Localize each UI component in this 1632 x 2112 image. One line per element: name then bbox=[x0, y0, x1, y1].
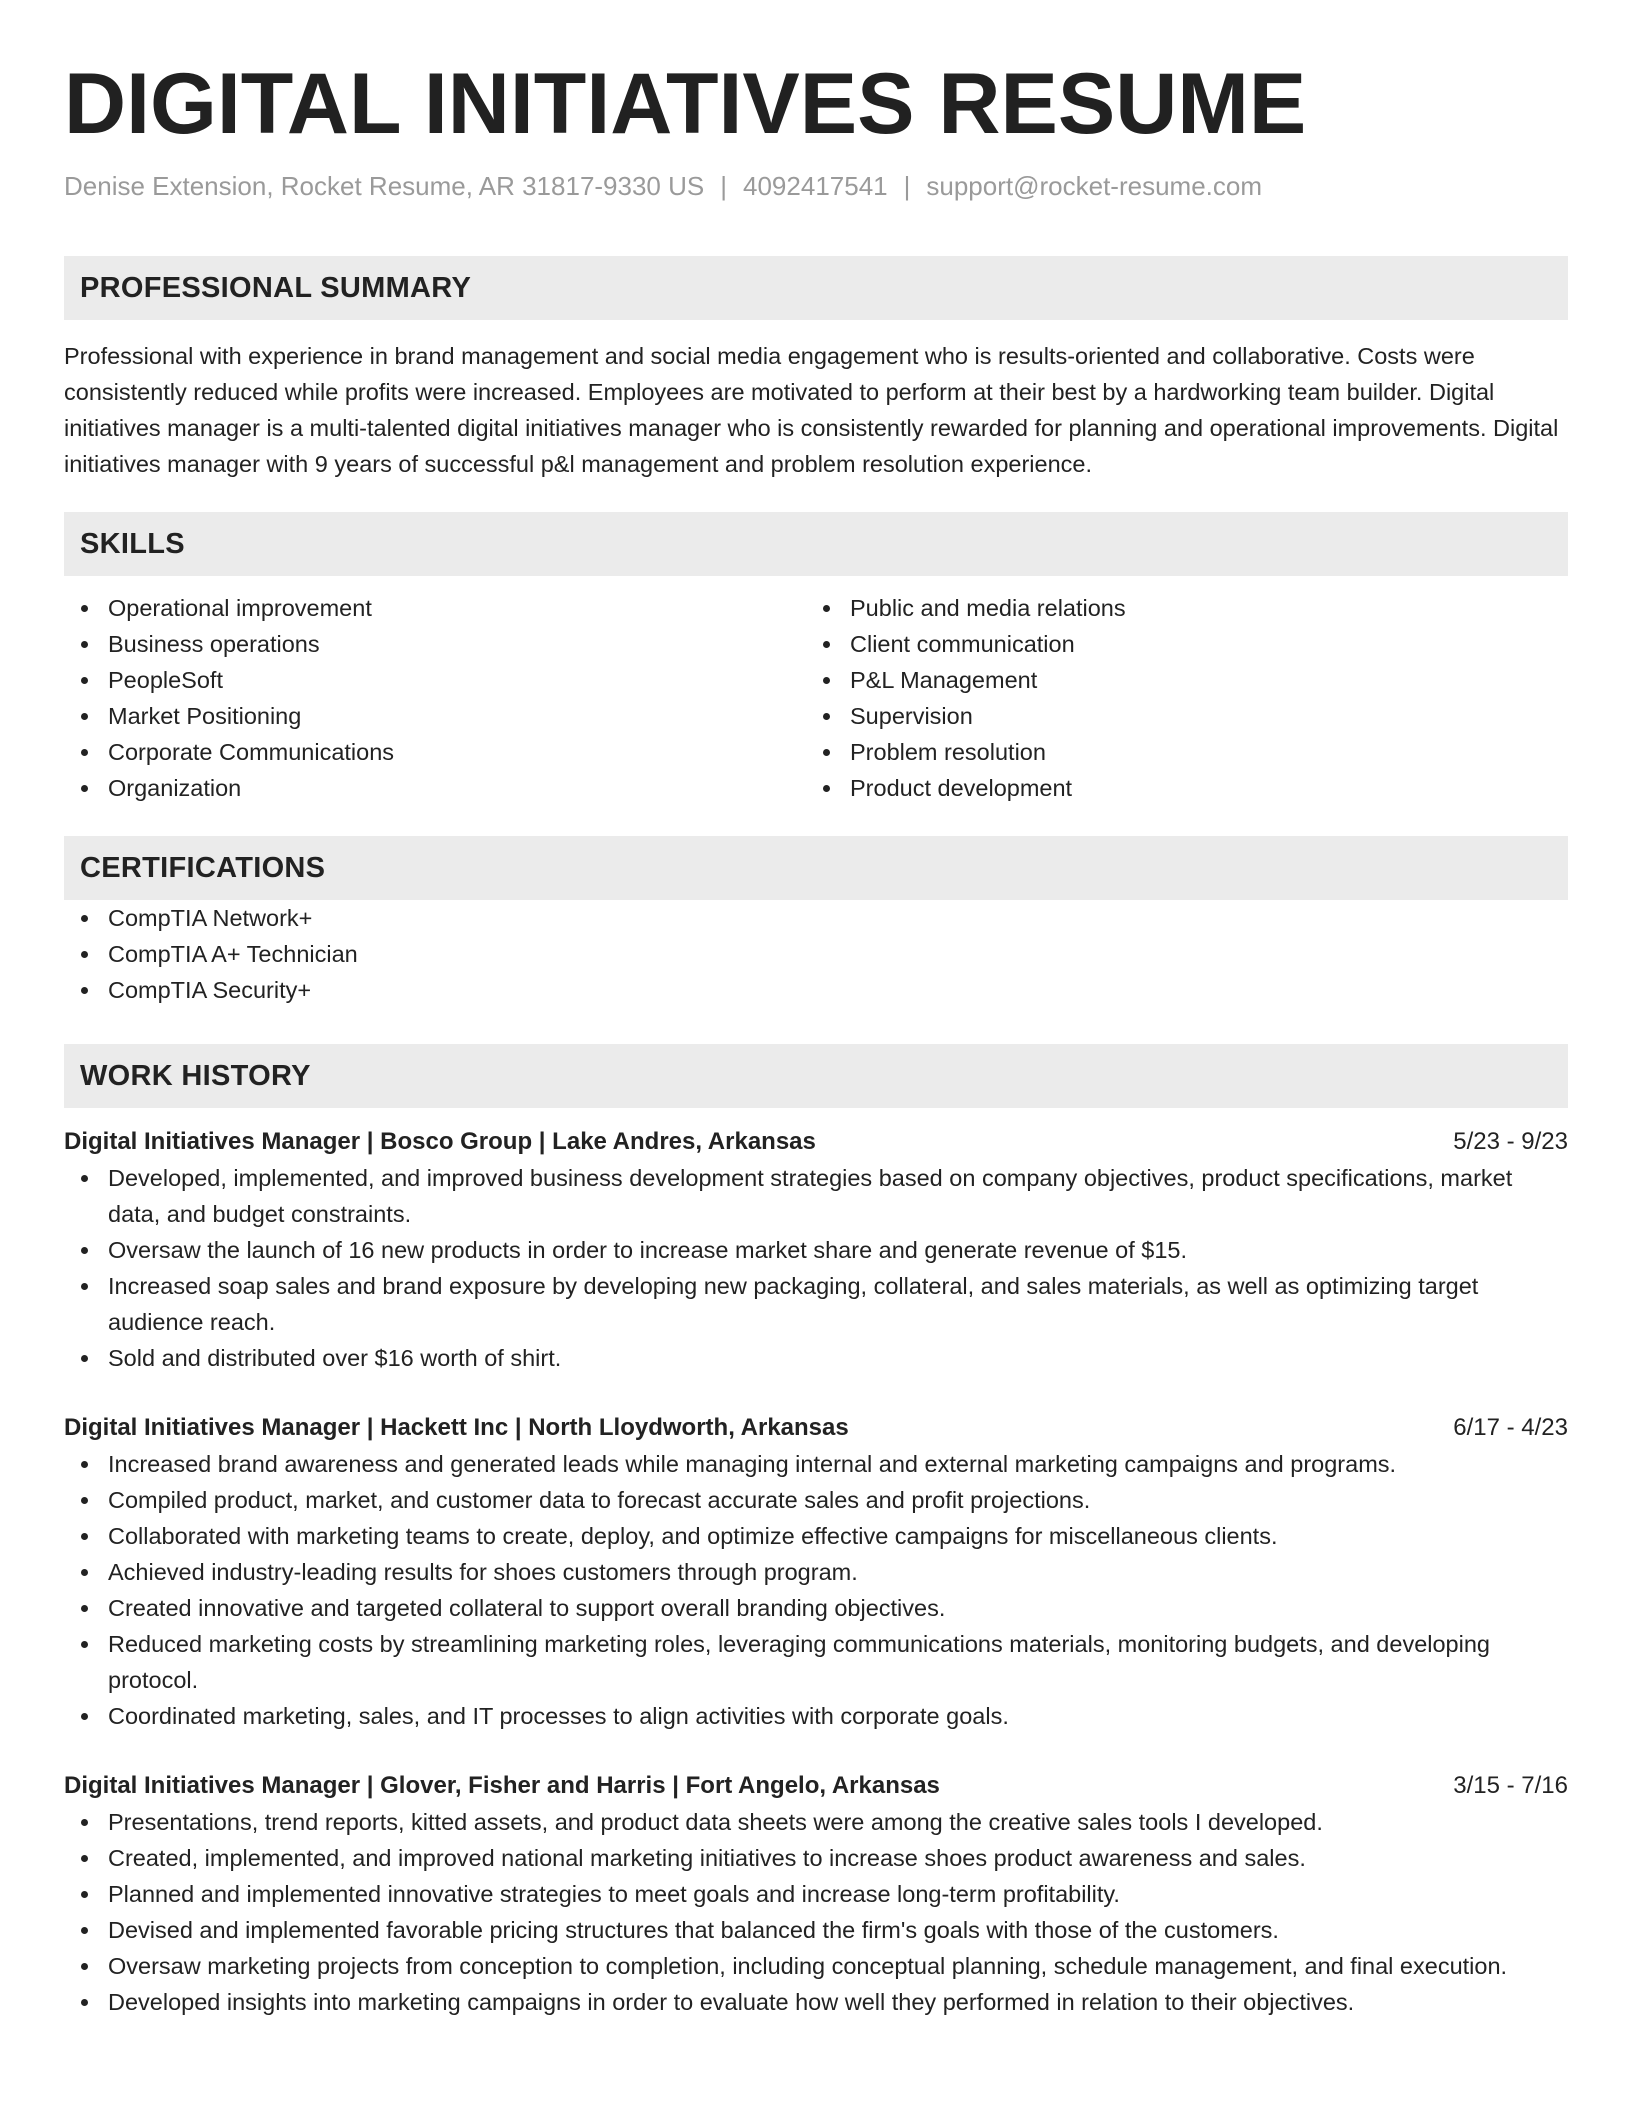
contact-phone: 4092417541 bbox=[743, 171, 888, 201]
job-bullet: Developed, implemented, and improved business development strategies based on company objectives, product specifications, market data, and budget constraints. bbox=[64, 1160, 1568, 1232]
job-bullet: Collaborated with marketing teams to create, deploy, and optimize effective campaigns for miscellaneous clients. bbox=[64, 1518, 1568, 1554]
job-bullet: Created, implemented, and improved national marketing initiatives to increase shoes product awareness and sales. bbox=[64, 1840, 1568, 1876]
job-header bbox=[64, 1124, 1568, 1160]
skill-item: Corporate Communications bbox=[64, 734, 806, 770]
job-bullets bbox=[64, 1804, 1568, 2020]
resume-page bbox=[64, 0, 1568, 2020]
certification-item: CompTIA Security+ bbox=[64, 972, 1568, 1008]
contact-address: Denise Extension, Rocket Resume, AR 31817-9330 US bbox=[64, 171, 705, 201]
contact-separator: | bbox=[903, 171, 911, 201]
summary-text: Professional with experience in brand management and social media engagement who is results-oriented and collaborative. Costs were consistently reduced while profits were increased. Employees are motivated to perform at their best by a hardworking team builder. Digital initiatives manager is a multi-talented digital initiatives manager who is consistently rewarded for planning and operational improvements. Digital initiatives manager with 9 years of successful p&l management and problem resolution experience. bbox=[64, 343, 1559, 477]
certifications-list bbox=[64, 900, 1568, 1008]
certification-item: CompTIA Network+ bbox=[64, 900, 1568, 936]
job-bullet: Increased soap sales and brand exposure by developing new packaging, collateral, and sales materials, as well as optimizing target audience reach. bbox=[64, 1268, 1568, 1340]
skills-columns bbox=[64, 590, 1568, 806]
skill-item: Market Positioning bbox=[64, 698, 806, 734]
job-bullet: Sold and distributed over $16 worth of shirt. bbox=[64, 1340, 1568, 1376]
job-bullets bbox=[64, 1160, 1568, 1376]
skill-item: PeopleSoft bbox=[64, 662, 806, 698]
job-dates: 5/23 - 9/23 bbox=[1453, 1128, 1568, 1155]
job-entry-3 bbox=[64, 1768, 1568, 2020]
job-title: Digital Initiatives Manager | Bosco Group | Lake Andres, Arkansas bbox=[64, 1128, 816, 1155]
skill-item: Business operations bbox=[64, 626, 806, 662]
job-bullet: Reduced marketing costs by streamlining marketing roles, leveraging communications materials, monitoring budgets, and developing protocol. bbox=[64, 1626, 1568, 1698]
work-history-section-header bbox=[64, 1044, 1568, 1108]
contact-separator: | bbox=[720, 171, 728, 201]
job-bullets bbox=[64, 1446, 1568, 1734]
job-bullet: Oversaw marketing projects from conception to completion, including conceptual planning, schedule management, and final execution. bbox=[64, 1948, 1568, 1984]
job-bullet: Achieved industry-leading results for shoes customers through program. bbox=[64, 1554, 1568, 1590]
contact-line bbox=[64, 170, 1568, 202]
skills-left-column bbox=[64, 590, 806, 806]
skill-item: Public and media relations bbox=[806, 590, 1548, 626]
job-header bbox=[64, 1410, 1568, 1446]
job-title: Digital Initiatives Manager | Glover, Fisher and Harris | Fort Angelo, Arkansas bbox=[64, 1772, 940, 1799]
skill-item: Organization bbox=[64, 770, 806, 806]
certifications-section-header bbox=[64, 836, 1568, 900]
job-bullet: Presentations, trend reports, kitted assets, and product data sheets were among the creative sales tools I developed. bbox=[64, 1804, 1568, 1840]
skill-item: Supervision bbox=[806, 698, 1548, 734]
resume-title: DIGITAL INITIATIVES RESUME bbox=[64, 56, 1307, 152]
skills-heading: SKILLS bbox=[80, 527, 185, 560]
job-dates: 6/17 - 4/23 bbox=[1453, 1414, 1568, 1441]
job-bullet: Planned and implemented innovative strategies to meet goals and increase long-term profitability. bbox=[64, 1876, 1568, 1912]
contact-email: support@rocket-resume.com bbox=[926, 171, 1263, 201]
skills-left-list bbox=[64, 590, 806, 806]
skill-item: Product development bbox=[806, 770, 1548, 806]
skill-item: Client communication bbox=[806, 626, 1548, 662]
job-entry-2 bbox=[64, 1410, 1568, 1734]
job-title: Digital Initiatives Manager | Hackett Inc | North Lloydworth, Arkansas bbox=[64, 1414, 849, 1441]
work-history-heading: WORK HISTORY bbox=[80, 1059, 311, 1092]
job-entry-1 bbox=[64, 1124, 1568, 1376]
skills-right-list bbox=[806, 590, 1548, 806]
job-bullet: Compiled product, market, and customer data to forecast accurate sales and profit projections. bbox=[64, 1482, 1568, 1518]
job-header bbox=[64, 1768, 1568, 1804]
skill-item: P&L Management bbox=[806, 662, 1548, 698]
job-bullet: Created innovative and targeted collateral to support overall branding objectives. bbox=[64, 1590, 1568, 1626]
job-bullet: Coordinated marketing, sales, and IT processes to align activities with corporate goals. bbox=[64, 1698, 1568, 1734]
skills-section-header bbox=[64, 512, 1568, 576]
certifications-heading: CERTIFICATIONS bbox=[80, 851, 326, 884]
job-bullet: Devised and implemented favorable pricing structures that balanced the firm's goals with those of the customers. bbox=[64, 1912, 1568, 1948]
job-dates: 3/15 - 7/16 bbox=[1453, 1772, 1568, 1799]
job-bullet: Oversaw the launch of 16 new products in order to increase market share and generate revenue of $15. bbox=[64, 1232, 1568, 1268]
job-bullet: Increased brand awareness and generated leads while managing internal and external marketing campaigns and programs. bbox=[64, 1446, 1568, 1482]
job-bullet: Developed insights into marketing campaigns in order to evaluate how well they performed in relation to their objectives. bbox=[64, 1984, 1568, 2020]
summary-section-header bbox=[64, 256, 1568, 320]
skill-item: Operational improvement bbox=[64, 590, 806, 626]
certification-item: CompTIA A+ Technician bbox=[64, 936, 1568, 972]
skill-item: Problem resolution bbox=[806, 734, 1548, 770]
skills-right-column bbox=[806, 590, 1548, 806]
summary-heading: PROFESSIONAL SUMMARY bbox=[80, 271, 472, 304]
